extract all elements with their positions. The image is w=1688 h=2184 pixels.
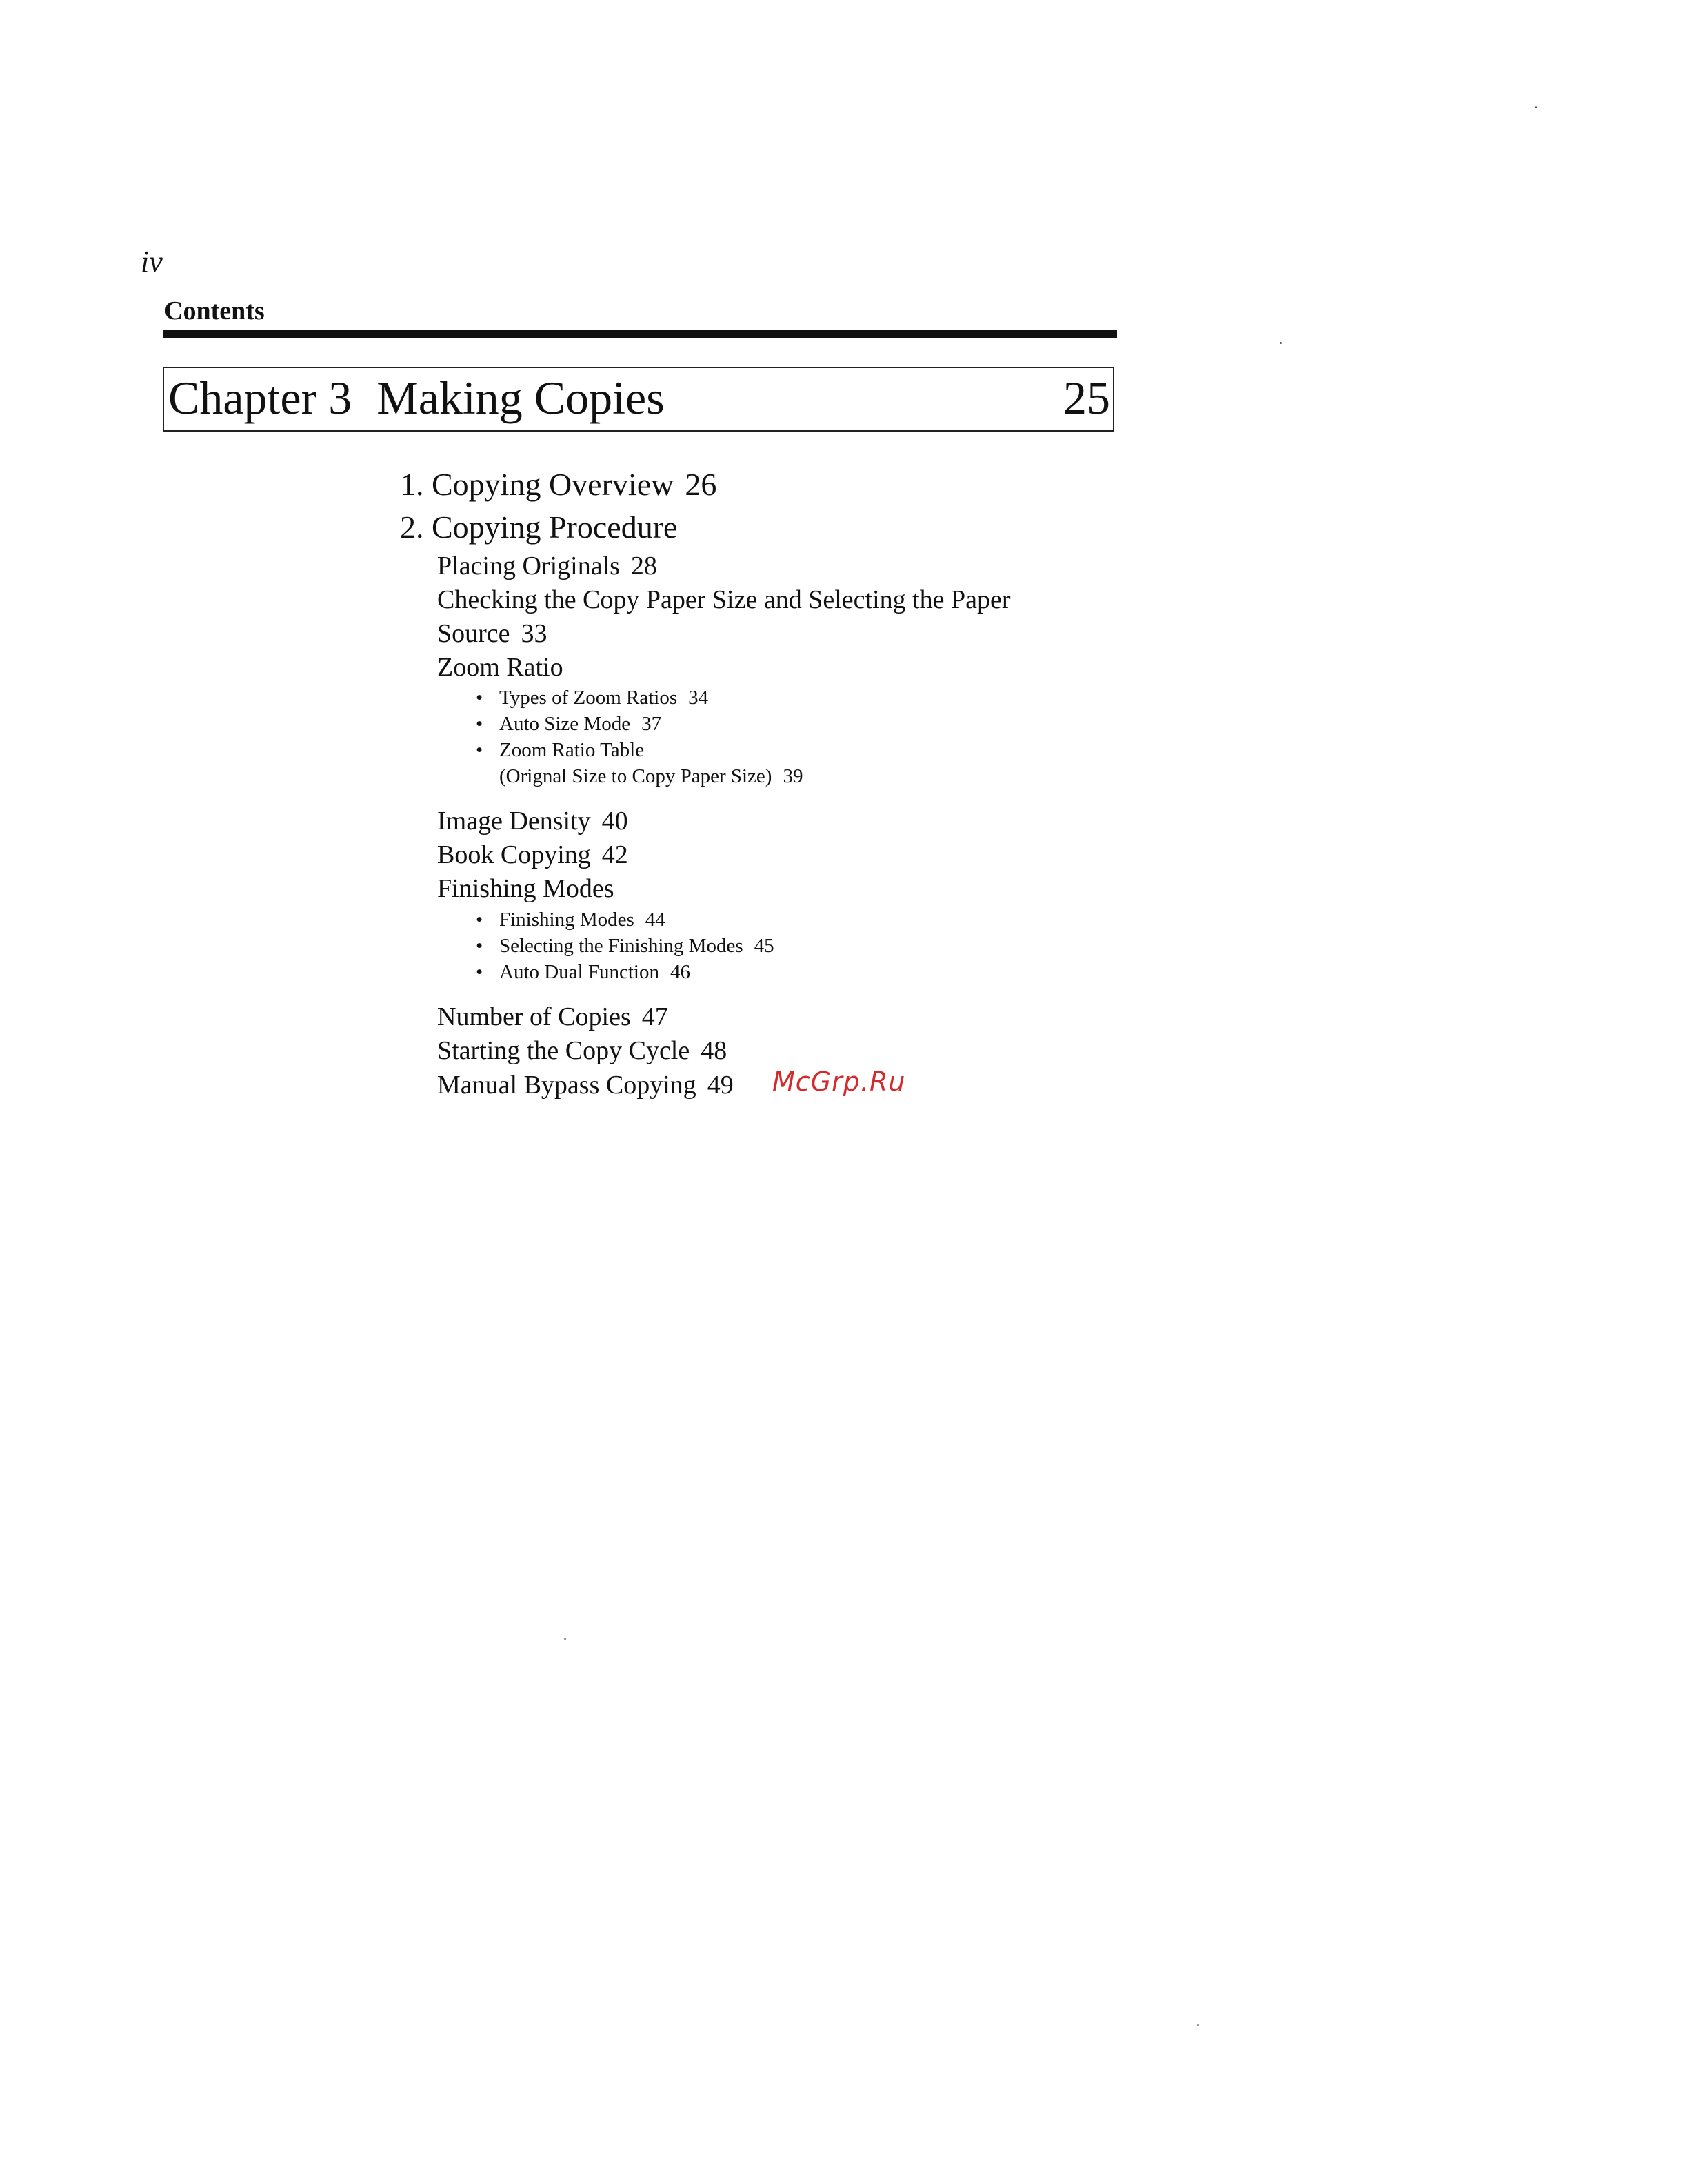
header-rule — [163, 330, 1117, 338]
toc-entry-page: 26 — [685, 467, 717, 502]
toc-subentry-selecting-finishing-modes[interactable] — [476, 936, 774, 956]
toc-entry-page: 34 — [688, 687, 709, 709]
toc-entry-text: Auto Dual Function — [499, 961, 659, 983]
chapter-title: Making Copies — [376, 372, 665, 424]
toc-entry-page: 39 — [783, 765, 803, 787]
toc-entry-text: Manual Bypass Copying — [437, 1071, 696, 1100]
toc-entry-page: 33 — [521, 619, 547, 648]
bullet: • — [476, 961, 483, 983]
scan-speck — [1280, 342, 1282, 344]
toc-entry-text: Image Density — [437, 807, 591, 836]
toc-subentry-zoom-ratio-table-cont[interactable] — [499, 767, 803, 787]
toc-entry-text: 1. Copying Overview — [400, 467, 674, 502]
toc-entry-book-copying[interactable] — [437, 842, 628, 868]
bullet: • — [476, 935, 483, 957]
toc-entry-page: 28 — [630, 552, 657, 580]
toc-entry-checking-paper-size[interactable] — [437, 587, 1011, 613]
toc-entry-text: Book Copying — [437, 840, 591, 869]
toc-entry-manual-bypass-copying[interactable] — [437, 1072, 734, 1098]
toc-entry-copying-overview[interactable] — [400, 469, 716, 501]
toc-entry-text: (Orignal Size to Copy Paper Size) — [499, 765, 772, 787]
page-number: iv — [141, 245, 163, 279]
bullet: • — [476, 687, 483, 709]
bullet: • — [476, 713, 483, 735]
watermark: McGrp.Ru — [772, 1066, 906, 1097]
toc-entry-text: Placing Originals — [437, 552, 620, 580]
toc-entry-page: 49 — [707, 1071, 734, 1100]
toc-entry-text: Starting the Copy Cycle — [437, 1036, 690, 1065]
toc-entry-text: Selecting the Finishing Modes — [499, 935, 743, 957]
toc-entry-page: 40 — [601, 807, 628, 836]
toc-entry-text: Source — [437, 619, 510, 648]
section-label: Contents — [164, 296, 265, 325]
toc-subentry-zoom-types[interactable] — [476, 688, 708, 708]
bullet: • — [476, 739, 483, 761]
toc-entry-zoom-ratio[interactable] — [437, 654, 563, 680]
toc-entry-number-of-copies[interactable] — [437, 1004, 668, 1030]
toc-entry-page: 46 — [670, 961, 690, 983]
toc-subentry-auto-dual-function[interactable] — [476, 962, 690, 982]
scan-speck — [1197, 2024, 1199, 2026]
chapter-page-number: 25 — [1063, 372, 1110, 424]
toc-entry-placing-originals[interactable] — [437, 553, 657, 579]
toc-entry-text: Number of Copies — [437, 1002, 631, 1031]
bullet: • — [476, 909, 483, 931]
toc-entry-text: Auto Size Mode — [499, 713, 631, 735]
toc-entry-checking-paper-size-cont[interactable] — [437, 620, 547, 647]
toc-entry-starting-copy-cycle[interactable] — [437, 1038, 727, 1064]
toc-entry-text: Finishing Modes — [499, 909, 634, 931]
toc-entry-page: 48 — [701, 1036, 727, 1065]
toc-entry-page: 47 — [641, 1002, 668, 1031]
toc-entry-image-density[interactable] — [437, 808, 628, 834]
scan-speck — [564, 1638, 566, 1640]
toc-entry-text: Zoom Ratio — [437, 653, 563, 682]
chapter-label: Chapter 3 — [168, 372, 352, 424]
chapter-heading — [168, 372, 665, 424]
toc-entry-finishing-modes[interactable] — [437, 876, 614, 902]
toc-entry-page: 42 — [601, 840, 628, 869]
toc-entry-text: Types of Zoom Ratios — [499, 687, 678, 709]
toc-subentry-finishing-modes[interactable] — [476, 910, 665, 930]
toc-entry-page: 45 — [754, 935, 774, 957]
toc-entry-text: Zoom Ratio Table — [499, 739, 645, 761]
toc-entry-text: Finishing Modes — [437, 874, 614, 903]
toc-entry-text: Checking the Copy Paper Size and Selecting the Paper — [437, 585, 1011, 614]
toc-subentry-auto-size-mode[interactable] — [476, 714, 661, 734]
toc-entry-text: 2. Copying Procedure — [400, 509, 678, 545]
toc-entry-page: 37 — [641, 713, 662, 735]
toc-entry-page: 44 — [645, 909, 665, 931]
toc-entry-copying-procedure[interactable] — [400, 509, 678, 545]
toc-subentry-zoom-ratio-table[interactable] — [476, 740, 644, 760]
scan-speck — [1535, 106, 1537, 108]
